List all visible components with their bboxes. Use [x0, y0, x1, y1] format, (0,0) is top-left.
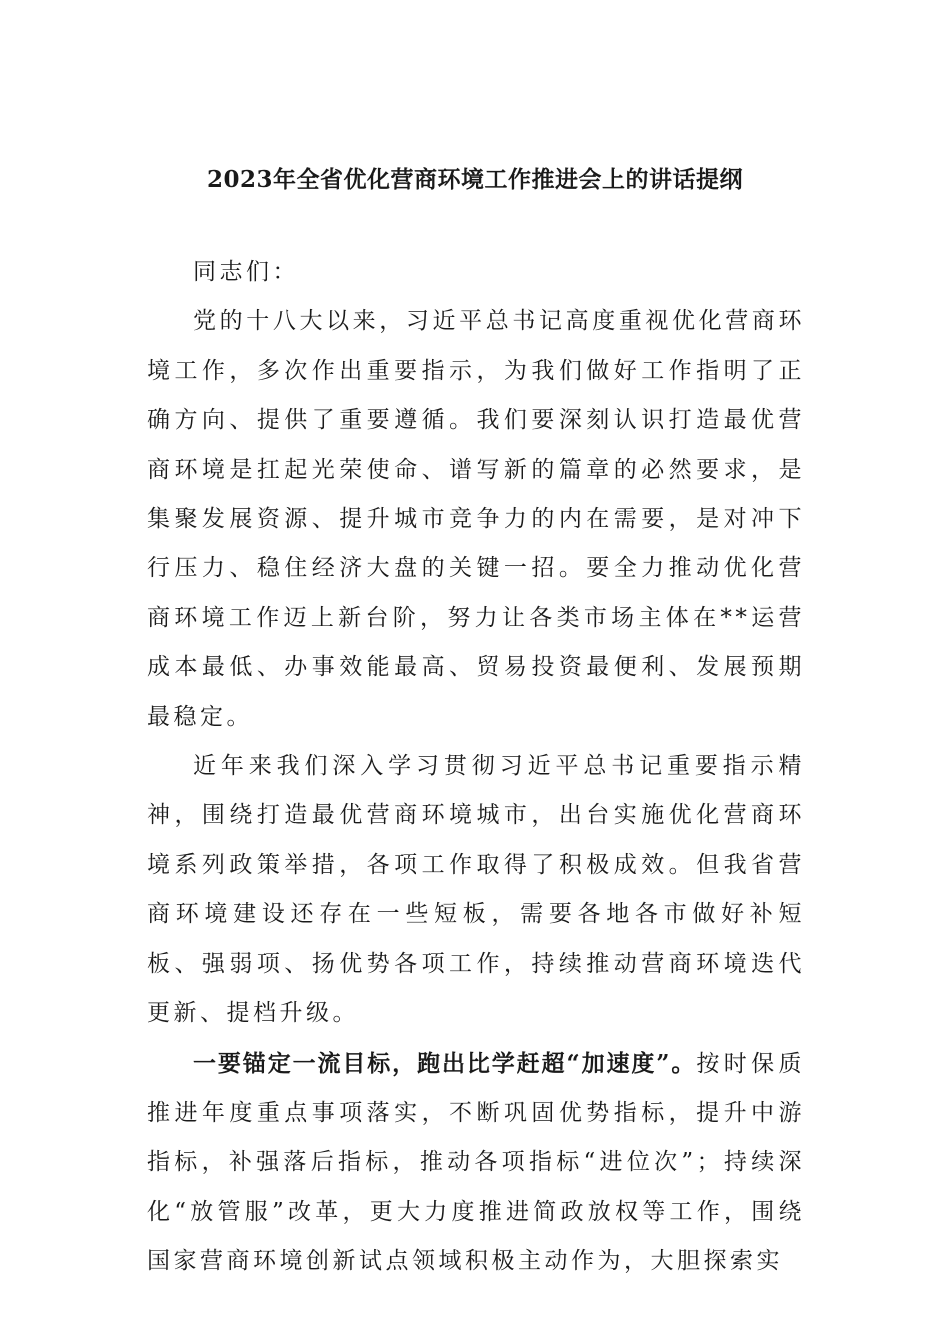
document-title: 2023年全省优化营商环境工作推进会上的讲话提纲 [206, 166, 743, 193]
point-one-text: 按时保质推进年度重点事项落实，不断巩固优势指标，提升中游指标，补强落后指标，推动各项指标“进位次”；持续深化“放管服”改革，更大力度推进简政放权等工作，围绕国家营商环境创新试点领域积极主动作为，大胆探索实 [147, 1050, 806, 1275]
document-body [147, 248, 805, 1287]
paragraph-1: 党的十八大以来，习近平总书记高度重视优化营商环境工作，多次作出重要指示，为我们做好工作指明了正确方向、提供了重要遵循。我们要深刻认识打造最优营商环境是扛起光荣使命、谱写新的篇章的必然要求，是集聚发展资源、提升城市竞争力的内在需要，是对冲下行压力、稳住经济大盘的关键一招。要全力推动优化营商环境工作迈上新台阶，努力让各类市场主体在**运营成本最低、办事效能最高、贸易投资最便利、发展预期最稳定。 [147, 308, 805, 730]
paragraph-3 [147, 1039, 805, 1287]
paragraph-2: 近年来我们深入学习贯彻习近平总书记重要指示精神，围绕打造最优营商环境城市，出台实施优化营商环境系列政策举措，各项工作取得了积极成效。但我省营商环境建设还存在一些短板，需要各地各市做好补短板、强弱项、扬优势各项工作，持续推动营商环境迭代更新、提档升级。 [147, 753, 805, 1027]
point-one-heading: 一要锚定一流目标，跑出比学赶超“加速度”。 [193, 1049, 697, 1077]
salutation: 同志们： [193, 259, 299, 285]
